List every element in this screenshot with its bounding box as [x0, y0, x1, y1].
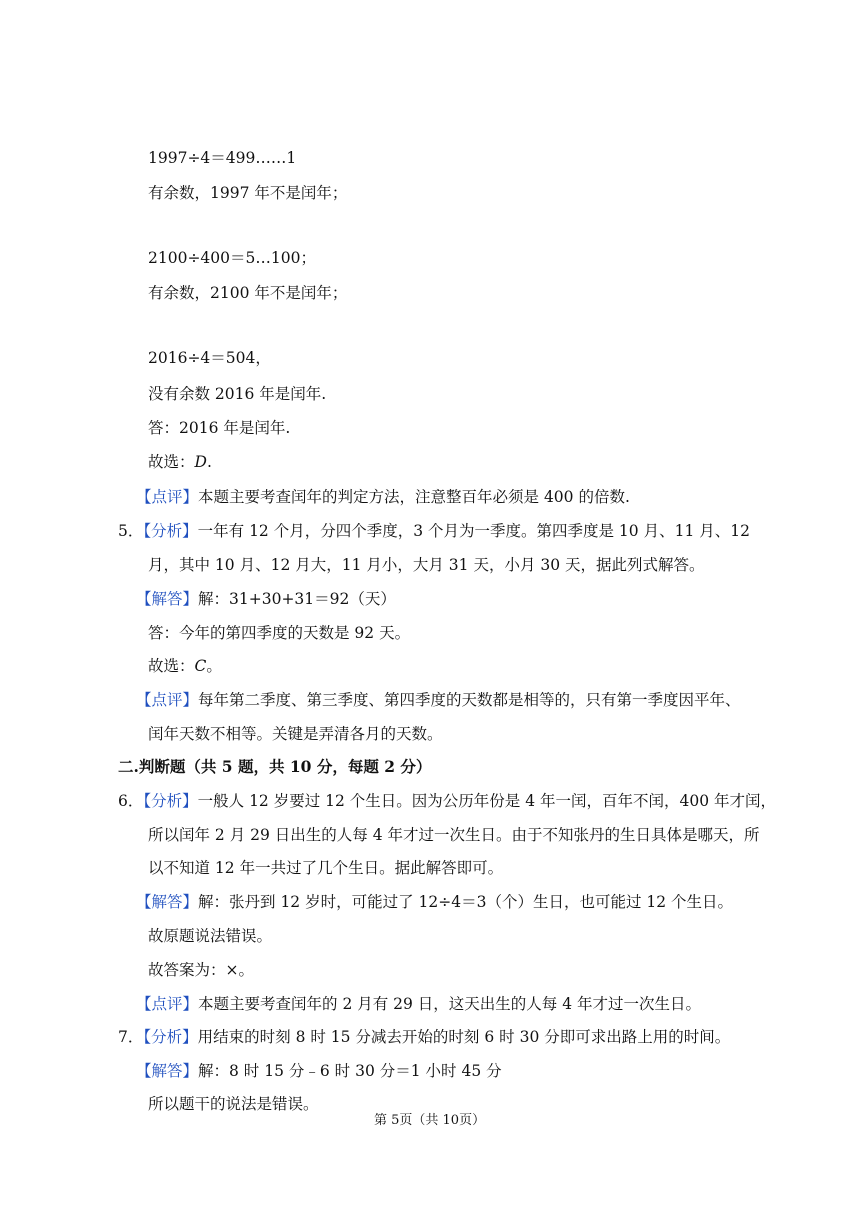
q6-conclusion: 故原题说法错误。 — [148, 927, 273, 945]
solution-tag: 【解答】 — [136, 893, 199, 911]
result-1997: 有余数，1997 年不是闰年； — [148, 184, 348, 202]
section-heading: 二.判断题（共 5 题，共 10 分，每题 2 分） — [118, 757, 432, 776]
comment-tag: 【点评】 — [136, 995, 199, 1013]
q4-comment: 【点评】本题主要考查闰年的判定方法，注意整百年必须是 400 的倍数. — [136, 488, 630, 506]
q5-comment-line1: 【点评】每年第二季度、第三季度、第四季度的天数都是相等的，只有第一季度因平年、 — [136, 691, 741, 709]
comment-tag: 【点评】 — [136, 488, 199, 506]
q6-analysis-line2: 所以闰年 2 月 29 日出生的人每 4 年才过一次生日。由于不知张丹的生日具体是哪天，所 — [148, 826, 760, 844]
q5-solution: 【解答】解：31+30+31＝92（天） — [136, 590, 396, 608]
calc-1997: 1997÷4＝499……1 — [148, 149, 297, 167]
calc-2100: 2100÷400＝5…100； — [148, 249, 316, 267]
result-2016: 没有余数 2016 年是闰年. — [148, 385, 327, 403]
q7-solution: 【解答】解：8 时 15 分﹣6 时 30 分＝1 小时 45 分 — [136, 1062, 502, 1080]
page-footer: 第 5页（共 10页） — [374, 1113, 486, 1128]
q6-solution: 【解答】解：张丹到 12 岁时，可能过了 12÷4＝3（个）生日，也可能过 12 个生日。 — [136, 893, 734, 911]
q6-analysis-line3: 以不知道 12 年一共过了几个生日。据此解答即可。 — [148, 859, 504, 877]
q5-analysis-line2: 月，其中 10 月、12 月大，11 月小，大月 31 天，小月 30 天，据此列式解答。 — [148, 556, 705, 574]
question-number: 6． — [118, 792, 144, 810]
question-number: 5． — [118, 522, 144, 540]
analysis-tag: 【分析】 — [143, 522, 198, 540]
q7-conclusion: 所以题干的说法是错误。 — [148, 1095, 319, 1113]
question-number: 7． — [118, 1028, 144, 1046]
calc-2016: 2016÷4＝504， — [148, 349, 271, 367]
comment-tag: 【点评】 — [136, 691, 199, 709]
q5-answer: 答：今年的第四季度的天数是 92 天。 — [148, 624, 411, 642]
result-2100: 有余数，2100 年不是闰年； — [148, 284, 348, 302]
q6-comment: 【点评】本题主要考查闰年的 2 月有 29 日，这天出生的人每 4 年才过一次生日。 — [136, 995, 702, 1013]
analysis-tag: 【分析】 — [143, 1028, 198, 1046]
analysis-tag: 【分析】 — [143, 792, 198, 810]
q6-analysis-line1: 6．【分析】一般人 12 岁要过 12 个生日。因为公历年份是 4 年一闰，百年不闰，400 年才闰， — [118, 792, 777, 810]
q4-choice: 故选：D. — [148, 453, 212, 471]
q6-answer: 故答案为：×。 — [148, 961, 254, 979]
q5-analysis-line1: 5．【分析】一年有 12 个月，分四个季度，3 个月为一季度。第四季度是 10 月、11 月、12 — [118, 522, 750, 540]
q4-answer: 答：2016 年是闰年. — [148, 419, 291, 437]
q7-analysis: 7．【分析】用结束的时刻 8 时 15 分减去开始的时刻 6 时 30 分即可求出路上用的时间。 — [118, 1028, 731, 1046]
q5-choice: 故选：C。 — [148, 657, 222, 675]
solution-tag: 【解答】 — [136, 590, 199, 608]
solution-tag: 【解答】 — [136, 1062, 199, 1080]
q5-comment-line2: 闰年天数不相等。关键是弄清各月的天数。 — [148, 725, 443, 743]
